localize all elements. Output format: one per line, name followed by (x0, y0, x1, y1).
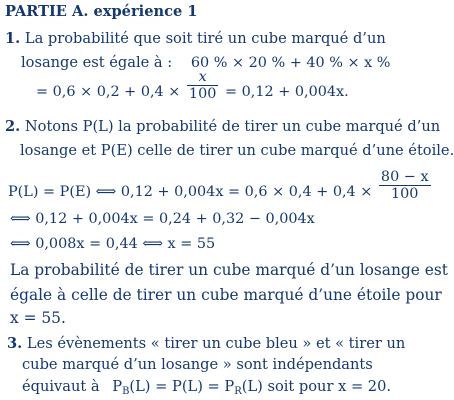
q1-expr-pre: = 0,6 × 0,2 + 0,4 × (36, 84, 181, 101)
q3-line3 (22, 380, 391, 397)
q2-number: 2. (5, 118, 21, 135)
q2-line1 (5, 120, 440, 135)
q2-frac-num: 80 − x (380, 169, 429, 185)
q3-prob-b-letter: P (112, 378, 123, 395)
q2-equation3: ⟺ 0,008x = 0,44 ⟺ x = 55 (10, 236, 216, 252)
q2-text1: Notons P(L) la probabilité de tirer un cube marqué d’un (24, 118, 441, 135)
q1-expression: 60 % × 20 % + 40 % × x % (190, 55, 391, 71)
q2-conclusion-line3: x = 55. (10, 309, 66, 327)
q3-sub-b: B (122, 386, 130, 397)
q3-text3-pre: équivaut à (22, 378, 100, 395)
q1-number: 1. (5, 30, 21, 47)
q1-fraction (187, 70, 218, 102)
q2-conclusion-line2: égale à celle de tirer un cube marqué d’une étoile pour (10, 286, 442, 304)
q2-equation2: ⟺ 0,12 + 0,004x = 0,24 + 0,32 − 0,004x (10, 211, 315, 227)
q2-line2: losange et P(E) celle de tirer un cube marqué d’une étoile. (20, 142, 454, 159)
q3-line2: cube marqué d’un losange » sont indépendants (22, 356, 373, 373)
q2-frac-den: 100 (379, 185, 431, 202)
q2-equation1 (8, 169, 433, 208)
q3-text1: Les évènements « tirer un cube bleu » et « tirer un (26, 335, 406, 352)
q1-frac-num: x (198, 69, 207, 85)
q1-line1 (5, 32, 386, 47)
q2-fraction (379, 170, 431, 202)
q2-conclusion-line1: La probabilité de tirer un cube marqué d’un losange est (10, 261, 448, 279)
q3-number: 3. (7, 335, 23, 352)
q1-text1: La probabilité que soit tiré un cube marqué d’un (24, 30, 386, 47)
q1-text2: losange est égale à : (21, 54, 173, 71)
q1-expr-post: = 0,12 + 0,004x. (224, 84, 349, 101)
q3-middle: (L) = P(L) = P (129, 378, 235, 395)
q2-eq1-pre: P(L) = P(E) ⟺ 0,12 + 0,004x = 0,6 × 0,4 + 0,4 × (8, 184, 373, 201)
q3-sub-r: R (234, 386, 242, 397)
q1-line3 (36, 69, 349, 108)
q1-frac-den: 100 (188, 86, 217, 103)
q3-line1 (7, 337, 405, 352)
section-header: PARTIE A. expérience 1 (5, 3, 198, 20)
q3-text3-post: (L) soit pour x = 20. (241, 378, 392, 395)
